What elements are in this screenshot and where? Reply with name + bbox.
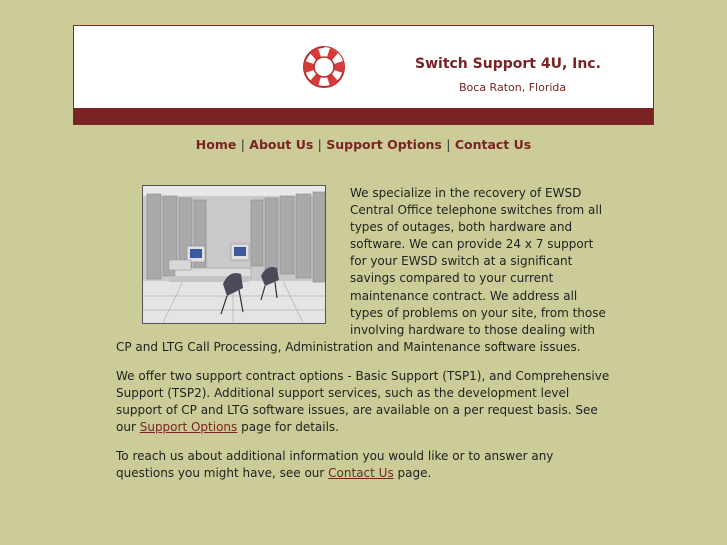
support-options-link[interactable]: Support Options — [139, 420, 238, 435]
nav-about-us[interactable]: About Us — [249, 137, 314, 152]
contact-text: To reach us about additional information you would like or to answer any questions you might have, see our — [116, 449, 554, 481]
server-room-illustration — [143, 186, 325, 323]
nav-home[interactable]: Home — [195, 137, 237, 152]
contact-text-end-word: page. — [397, 466, 432, 481]
life-ring-icon — [301, 44, 347, 90]
company-location: Boca Raton, Florida — [459, 81, 567, 94]
nav-separator: | — [446, 137, 451, 152]
support-text: We offer two support contract options - Basic Support (TSP1), and Comprehensive Support (TSP2). Additional support services, such as the development level support of CP and LTG software issues, are available on a per request basis. See our — [116, 368, 610, 435]
site-header — [73, 25, 654, 125]
server-room-photo — [142, 185, 326, 324]
nav-separator: | — [317, 137, 322, 152]
company-name: Switch Support 4U, Inc. — [415, 56, 601, 72]
support-paragraph — [116, 368, 612, 436]
contact-us-link[interactable]: Contact Us — [328, 466, 394, 481]
support-text-end: page for details. — [241, 420, 340, 435]
contact-paragraph — [116, 448, 612, 482]
nav-support-options[interactable]: Support Options — [326, 137, 442, 152]
intro-paragraph: We specialize in the recovery of EWSD Central Office telephone switches from all types of outages, both hardware and software. We can provide 24 x 7 support for your EWSD switch at a significant savings compared to your current maintenance contract. We address all types of problems on your site, from those involving hardware to those dealing with CP and LTG Call Processing, Administration and Maintenance software issues. — [116, 186, 606, 354]
header-bar — [74, 108, 653, 124]
nav-separator: | — [240, 137, 245, 152]
main-nav — [0, 137, 727, 152]
nav-contact-us[interactable]: Contact Us — [454, 137, 532, 152]
